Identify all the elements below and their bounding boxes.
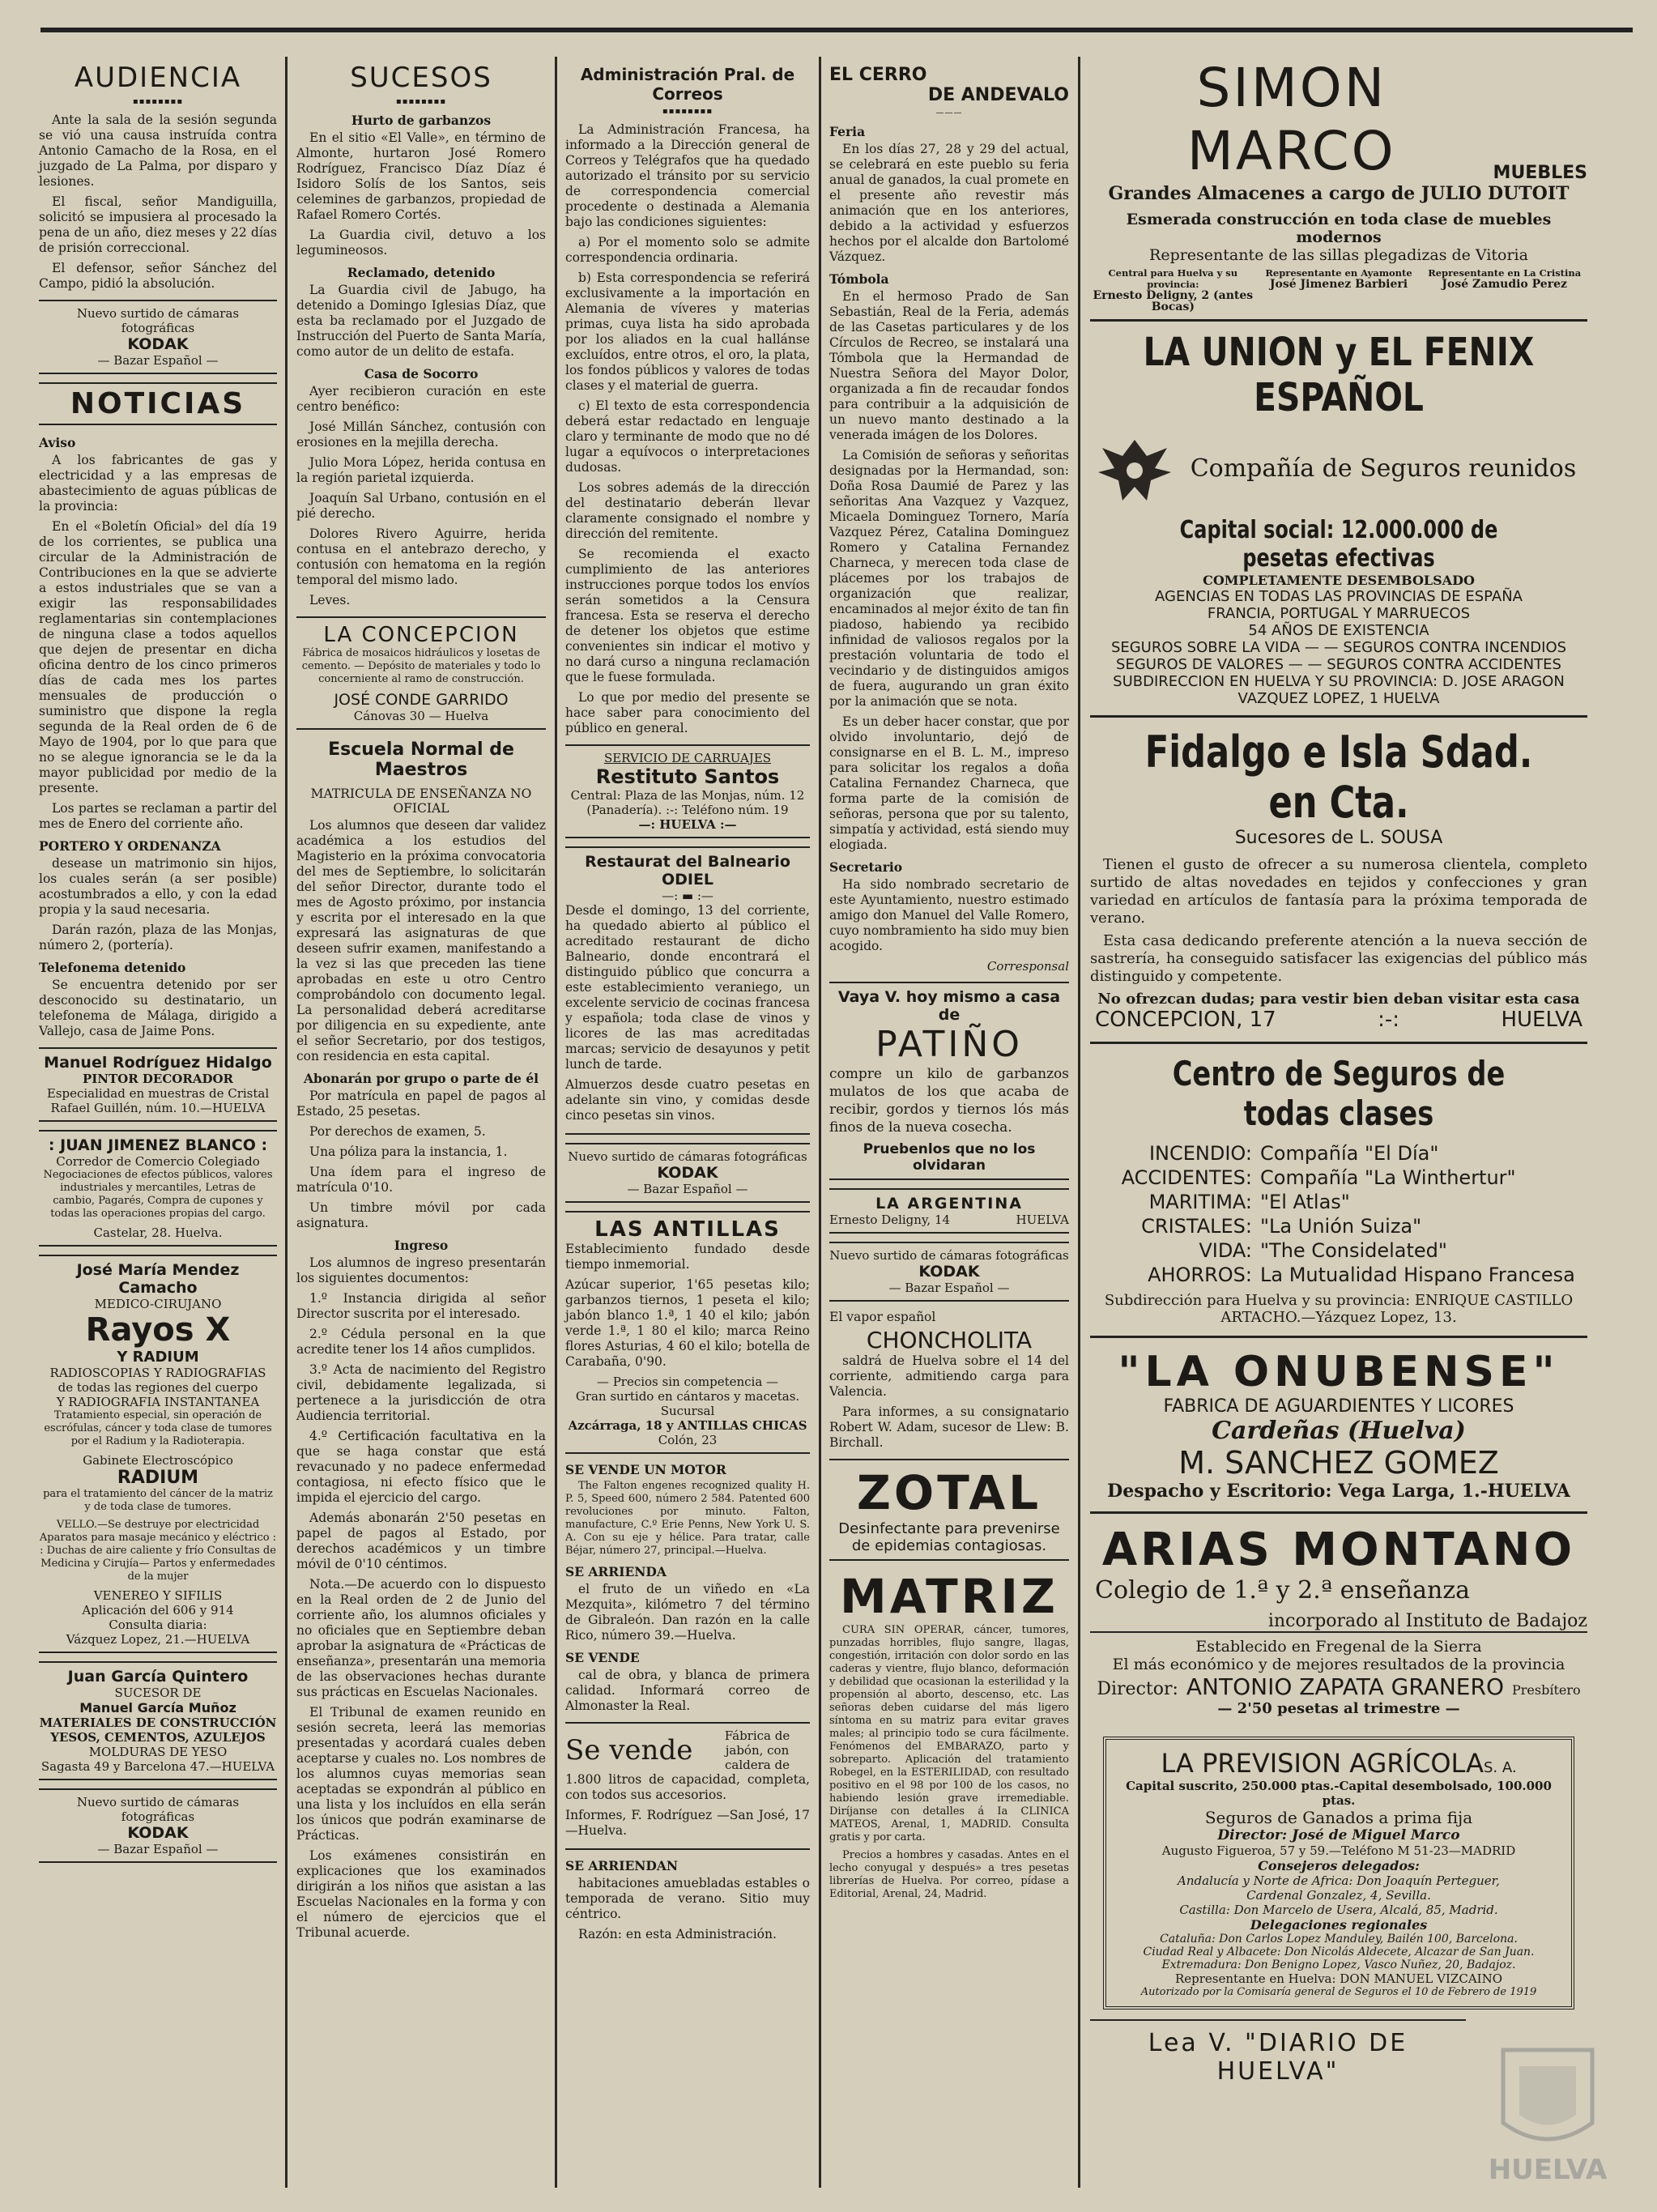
- kodak-line: — Bazar Español —: [97, 1842, 219, 1856]
- ad-line: MATERIALES DE CONSTRUCCIÓN: [39, 1715, 277, 1730]
- ad-line: Azcárraga, 18 y ANTILLAS CHICAS: [568, 1418, 807, 1433]
- classified-text: Precios a hombres y casadas. Antes en el lecho conyugal y después» a tres pesetas librerías de Huelva. Por correo, pídase a Editorial, Arenal, 24, Madrid.: [829, 1849, 1069, 1900]
- kodak-brand: KODAK: [918, 1263, 980, 1281]
- ad-line: Castilla: Don Marcelo de Usera, Alcalá, 85, Madrid.: [1179, 1903, 1498, 1917]
- section-heading: Abonarán por grupo o parte de él: [303, 1071, 539, 1086]
- escuela-title: Escuela Normal de Maestros: [328, 739, 514, 780]
- ad-line: Establecido en Fregenal de la Sierra: [1195, 1638, 1482, 1656]
- section-heading: Telefonema detenido: [39, 960, 186, 975]
- news-text: Por matrícula en papel de pagos al Estado, 25 pesetas.: [296, 1089, 546, 1119]
- insurance-type: CRISTALES:: [1141, 1215, 1252, 1238]
- column-rule: [555, 57, 557, 2188]
- audiencia-text: El fiscal, señor Mandiguilla, solicitó se impusiera al procesado la pena de un año, diez meses y 22 días de prisión correccional.: [39, 194, 277, 255]
- news-text: b) Esta correspondencia se referirá exclusivamente a la importación en Alemania de víveres y materias primas, cuya lista ha sido aprobada por los aliados en la cual hallánse excluídos, entre otros, el oro, la plata, los fondos públicos y valores de todas clases y el material de guerra.: [565, 271, 810, 393]
- classified-text: Razón: en esta Administración.: [578, 1927, 777, 1941]
- ad-line: Representante en Huelva: DON MANUEL VIZCAINO: [1174, 1971, 1502, 1986]
- diario-huelva-ad: Lea V. "DIARIO DE HUELVA": [1090, 2019, 1466, 2086]
- section-heading: Reclamado, detenido: [347, 265, 496, 280]
- prevision-agricola-ad: [1103, 1737, 1574, 2010]
- insurance-row: [1090, 1190, 1587, 1214]
- ad-line: Despacho y Escritorio: Vega Larga, 1.-HUELVA: [1107, 1481, 1570, 1502]
- carruajes-ad: [565, 744, 810, 838]
- ad-name: Centro de Seguros de todas clases: [1172, 1054, 1506, 1133]
- news-text: En el sitio «El Valle», en término de Almonte, hurtaron José Romero Rodríguez, Francisco Díaz Díaz é Isidoro Solís de los Santos, seis celemines de garbanzos, propiedad de Rafael Romero Cortés.: [296, 130, 546, 222]
- news-text: Además abonarán 2'50 pesetas en papel de pagos al Estado, por derechos académicos y un timbre móvil de 0'10 céntimos.: [296, 1511, 546, 1571]
- ad-line: Desde el domingo, 13 del corriente, ha quedado abierto al público el acreditado restaurant de dicho Balneario, donde encontrará el distinguido público que concurra a este establecimiento veraniego, un excelente servicio de cocinas francesa y española; toda clase de vinos y licores de las mas acreditadas marcas; servicio de desayunos y petit lunch de tarde.: [565, 903, 810, 1072]
- ad-sub: RADIUM: [117, 1468, 199, 1488]
- insurance-type: ACCIDENTES:: [1121, 1166, 1252, 1189]
- argentina-ad: [829, 1188, 1069, 1234]
- ad-line: Vaya V. hoy mismo a casa de: [837, 988, 1061, 1024]
- news-text: Dolores Rivero Aguirre, herida contusa en el antebrazo derecho, y contusión con hematoma en la región temporal del mismo lado.: [296, 526, 546, 587]
- ad-line: HUELVA: [1016, 1213, 1069, 1227]
- ad-line: Representante de las sillas plegadizas de Vitoria: [1149, 246, 1528, 264]
- ad-name: PATIÑO: [875, 1024, 1023, 1065]
- ad-line: Andalucía y Norte de Africa: Don Joaquín Perteguer,: [1178, 1873, 1500, 1888]
- news-text: c) El texto de esta correspondencia deberá estar redactado en lenguaje claro y terminante de modo que no dé lugar a equívocos o interpretaciones dudosas.: [565, 399, 810, 475]
- ad-sub: Corredor de Comercio Colegiado: [56, 1154, 260, 1169]
- ad-name: LA UNION y EL FENIX ESPAÑOL: [1143, 330, 1535, 420]
- ad-line: Grandes Almacenes a cargo de JULIO DUTOIT: [1108, 183, 1570, 204]
- rayos-x-title: Rayos X: [85, 1311, 231, 1349]
- insurance-row: [1090, 1141, 1587, 1166]
- ad-sub: Y RADIUM: [117, 1349, 199, 1366]
- insurance-row: [1090, 1238, 1587, 1263]
- news-text: Una ídem para el ingreso de matrícula 0'10.: [296, 1165, 546, 1195]
- section-heading: SE ARRIENDAN: [565, 1858, 679, 1873]
- ad-line: MOLDURAS DE YESO: [88, 1745, 228, 1759]
- mendez-ad: [39, 1255, 277, 1653]
- ad-line: VELLO.—Se destruye por electricidad Aparatos para masaje mecánico y eléctrico : : Duchas de aire caliente y frío Consultas de Medicina y Cirujía— Partos y enfermedades de la mujer: [39, 1519, 277, 1583]
- ad-sub: MUEBLES: [1493, 163, 1587, 183]
- ad-line: CONCEPCION, 17: [1095, 1008, 1276, 1032]
- ad-line: VAZQUEZ LOPEZ, 1 HUELVA: [1237, 690, 1440, 707]
- ad-sub: S. A.: [1483, 1759, 1517, 1776]
- ad-line: Ciudad Real y Albacete: Don Nicolás Aldecete, Alcazar de San Juan.: [1143, 1946, 1535, 1958]
- news-text: Darán razón, plaza de las Monjas, número 2, (portería).: [39, 923, 277, 953]
- ad-sub: MEDICO-CIRUJANO: [94, 1297, 222, 1311]
- ad-line: compre un kilo de garbanzos mulatos de los que acaba de recibir, gordos y tiernos lós más finos de la nueva cosecha.: [829, 1066, 1069, 1136]
- ad-line: Cataluña: Don Carlos Lopez Manduley, Bailén 100, Barcelona.: [1160, 1933, 1518, 1946]
- classified-text: Para informes, a su consignatario Robert W. Adam, sucesor de Llew: B. Birchall.: [829, 1404, 1069, 1450]
- column-5: [1084, 57, 1594, 2196]
- ornament: ———: [935, 109, 963, 117]
- ad-name: José María Mendez Camacho: [76, 1261, 240, 1297]
- correos-title: Administración Pral. de Correos: [580, 65, 795, 104]
- news-text: Es un deber hacer constar, que por olvido involuntario, dejó de consignarse en el B. L. M., impreso para solicitar los regalos a doña Catalina Fernandez Charneca, que forma parte de la comisión de señoras, persona que por su talento, simpatía y actividad, está siendo muy elogiada.: [829, 714, 1069, 852]
- ad-line: de epidemias contagiosas.: [851, 1537, 1047, 1554]
- ad-line: Especialidad en muestras de Cristal: [46, 1086, 270, 1101]
- ad-line: Colón, 23: [658, 1433, 718, 1447]
- insurance-list: [1090, 1141, 1587, 1287]
- kodak-ad: [39, 1788, 277, 1863]
- ad-line: Tratamiento especial, sin operación de escrófulas, cáncer y toda clase de tumores por el Radium y la Radioterapia.: [44, 1409, 272, 1447]
- cerro-title: EL CERRO: [829, 65, 927, 85]
- insurance-company: "The Considelated": [1260, 1239, 1447, 1262]
- ad-name: LA ARGENTINA: [875, 1195, 1023, 1213]
- kodak-ad: [829, 1242, 1069, 1302]
- ad-line: :-:: [1378, 1008, 1400, 1032]
- news-text: La Comisión de señoras y señoritas designadas por la Hermandad, son: Doña Rosa Daumié de Parez y las señoritas Ana Vazquez y Vazquez, Micaela Dominguez Tornero, María Vazquez Pérez, Catalina Dominguez Romero y Catalina Fernandez Charneca, y merecen toda clase de plácemes por los trabajos de organización que realizar, encaminados al mejor éxito de tan fin piadoso, habiendo ya recibido infinidad de valiosos regalos por la prestación voluntaria de todo el vecindario y de distinguidos amigos de fuera, augurando un gran éxito por la animación que se nota.: [829, 448, 1069, 709]
- hidalgo-ad: [39, 1047, 277, 1122]
- centro-seguros-ad: [1090, 1044, 1587, 1338]
- news-text: Joaquín Sal Urbano, contusión en el pié derecho.: [296, 491, 546, 521]
- news-text: Ayer recibieron curación en este centro benéfico:: [296, 384, 546, 414]
- ad-line: SEGUROS SOBRE LA VIDA — — SEGUROS CONTRA INCENDIOS: [1110, 639, 1567, 656]
- news-text: 2.º Cédula personal en la que acredite tener los 14 años cumplidos.: [296, 1327, 546, 1357]
- ad-line: Sagasta 49 y Barcelona 47.—HUELVA: [40, 1759, 275, 1774]
- ad-line: Informes, F. Rodríguez —San José, 17 —Huelva.: [565, 1808, 810, 1838]
- ad-line: — 2'50 pesetas al trimestre —: [1217, 1700, 1460, 1717]
- ad-line: Ernesto Deligny, 2 (antes Bocas): [1093, 289, 1254, 313]
- column-1: [32, 57, 283, 2196]
- ad-line: José Zamudio Perez: [1442, 278, 1567, 291]
- section-heading: SE VENDE UN MOTOR: [565, 1462, 726, 1477]
- se-vende-ad: [565, 1722, 810, 1850]
- insurance-type: AHORROS:: [1148, 1264, 1252, 1286]
- ad-line: HUELVA: [1501, 1008, 1582, 1032]
- ad-line: Gran surtido en cántaros y macetas.: [575, 1389, 800, 1404]
- column-rule: [285, 57, 288, 2188]
- ad-line: Extremadura: Don Benigno Lopez, Vasco Nuñez, 20, Badajoz.: [1161, 1958, 1516, 1971]
- news-text: En el hermoso Prado de San Sebastián, Real de la Feria, además de las Casetas particulares y de los Círculos de Recreo, se instalará una Tómbola que la Hermandad de Nuestra Señora del Mayor Dolor, organizada a fin de recaudar fondos para contribuir a la adquisición de un nuevo manto destinado a la venerada imágen de los Dolores.: [829, 289, 1069, 442]
- news-text: 4.º Certificación facultativa en la que se haga constar que está revacunado y no padece enfermedad contagiosa, ni efecto físico que le impida el ejercicio del cargo.: [296, 1429, 546, 1505]
- ad-line: Cardenal Gonzalez, 4, Sevilla.: [1246, 1888, 1431, 1903]
- ad-line: Consejeros delegados:: [1258, 1858, 1420, 1873]
- ad-sub: FABRICA DE AGUARDIENTES Y LICORES: [1163, 1396, 1514, 1417]
- news-text: Se recomienda el exacto cumplimiento de las anteriores instrucciones porque todos los envíos serán sometidos a la Censura francesa. Esta se reserva el derecho de detener los objetos que estime convenientes sin indicar el motivo y no dará curso a ninguna reclamación que le fuese formulada.: [565, 547, 810, 684]
- ad-line: Presbítero: [1512, 1682, 1581, 1698]
- ad-sub: Seguros de Ganados a prima fija: [1204, 1808, 1473, 1827]
- ad-line: RADIOSCOPIAS Y RADIOGRAFIAS: [49, 1366, 266, 1380]
- ad-line: Capital suscrito, 250.000 ptas.-Capital desembolsado, 100.000 ptas.: [1126, 1779, 1552, 1808]
- news-text: A los fabricantes de gas y electricidad y a las empresas de abastecimiento de aguas públicas de la provincia:: [39, 453, 277, 514]
- ad-line: Representante en La Cristina: [1428, 267, 1582, 279]
- ad-line: incorporado al Instituto de Badajoz: [1090, 1611, 1587, 1633]
- choncholita-title: CHONCHOLITA: [866, 1327, 1033, 1353]
- ad-line: José Jimenez Barbieri: [1269, 278, 1408, 291]
- ad-name: ARIAS MONTANO: [1101, 1524, 1576, 1576]
- ornament: ▪▪▪▪▪▪▪▪: [662, 107, 713, 116]
- ad-line: Representante en Ayamonte: [1265, 267, 1412, 279]
- audiencia-text: Ante la sala de la sesión segunda se vió una causa instruída contra Antonio Camacho de la Rosa, en el juzgado de La Palma, por disparo y lesiones.: [39, 113, 277, 189]
- insurance-type: MARITIMA:: [1148, 1191, 1252, 1213]
- ad-line: VENEREO Y SIFILIS: [93, 1588, 223, 1603]
- ad-line: Castelar, 28. Huelva.: [93, 1225, 223, 1240]
- column-rule: [819, 57, 821, 2188]
- ad-line: (Panadería). :-: Teléfono núm. 19: [586, 803, 789, 817]
- ornament: ▪▪▪▪▪▪▪▪: [395, 97, 447, 106]
- ad-line: Desinfectante para prevenirse: [838, 1520, 1060, 1537]
- news-text: Lo que por medio del presente se hace saber para conocimiento del público en general.: [565, 690, 810, 735]
- ad-line: Gabinete Electroscópico: [83, 1453, 233, 1468]
- fidalgo-ad: [1090, 718, 1587, 1044]
- ad-line: ARTACHO.—Yázquez Lopez, 13.: [1220, 1309, 1457, 1326]
- insurance-company: "La Unión Suiza": [1260, 1215, 1422, 1238]
- ad-line: Ernesto Deligny, 14: [829, 1213, 951, 1227]
- ad-line: Central para Huelva y su provincia:: [1108, 267, 1238, 290]
- news-text: La Administración Francesa, ha informado a la Dirección general de Correos y Telégrafos que ha quedado autorizado el tránsito por su servicio de correspondencia comercial procedente o destinada a Alemania bajo las condiciones siguientes:: [565, 122, 810, 229]
- section-heading: Tómbola: [829, 271, 889, 287]
- classified-text: cal de obra, y blanca de primera calidad. Informará correo de Almonaster la Real.: [565, 1668, 810, 1713]
- ad-line: Cánovas 30 — Huelva: [353, 709, 489, 723]
- ad-line: Rafael Guillén, núm. 10.—HUELVA: [50, 1101, 266, 1115]
- ad-name: Fidalgo e Isla Sdad. en Cta.: [1144, 727, 1533, 828]
- news-text: Se encuentra detenido por ser desconocido su destinatario, un telefonema de Málaga, dirigido a Vallejo, casa de Jaime Pons.: [39, 978, 277, 1038]
- ad-line: Augusto Figueroa, 57 y 59.—Teléfono M 51-23—MADRID: [1161, 1843, 1516, 1858]
- ad-sub: Colegio de 1.ª y 2.ª enseñanza: [1095, 1576, 1471, 1605]
- union-fenix-ad: [1090, 322, 1587, 718]
- classified-text: el fruto de un viñedo en «La Mezquita», kilómetro 7 del término de Gibraleón. Dan razón en la calle Rico, número 39.—Huelva.: [565, 1582, 810, 1643]
- news-text: Los exámenes consistirán en explicaciones que los examinados dirigirán a los niños que asistan a las Escuelas Nacionales en la forma y con el número de ejercicios que el Tribunal acuerde.: [296, 1848, 546, 1940]
- ad-sub: Sucesores de L. SOUSA: [1234, 828, 1443, 848]
- section-heading: Feria: [829, 124, 866, 139]
- section-heading: El vapor español: [829, 1310, 936, 1324]
- kodak-line: Nuevo surtido de cámaras fotográficas: [76, 1795, 240, 1824]
- odiel-ad: [565, 846, 810, 1135]
- ad-line: para el tratamiento del cáncer de la matriz y de toda clase de tumores.: [43, 1488, 273, 1513]
- ad-line: Vázquez Lopez, 21.—HUELVA: [66, 1632, 250, 1647]
- column-2: [290, 57, 552, 2196]
- news-text: Un timbre móvil por cada asignatura.: [296, 1200, 546, 1230]
- kodak-line: — Bazar Español —: [888, 1281, 1010, 1295]
- news-text: Los alumnos que deseen dar validez académica a los estudios del Magisterio en la próxima convocatoria del mes de Septiembre, lo solicitarán del señor Director, durante todo el mes de Agosto próximo, por instancia y escrita por el interesado en la que expresará las asignaturas de que deseen sufrir examen, manifestando a la vez si las que preceden las tiene aprobadas en este u otro Centro comprobándolo con documento legal. La personalidad deberá acreditarse por diligencia en su expediente, ante el señor Secretario, por dos testigos, con residencia en esta capital.: [296, 818, 546, 1063]
- kodak-brand: KODAK: [127, 335, 189, 353]
- news-text: El Tribunal de examen reunido en sesión secreta, leerá las memorias presentadas y acordará cuales deben aceptarse y cuales no. Los nombres de los alumnos cuyas memorias sean aceptadas se expondrán al público en una lista y los incluídos en ella serán los únicos que podrán examinarse de Prácticas.: [296, 1705, 546, 1843]
- ad-line: Fábrica de jabón, con caldera de: [724, 1728, 790, 1772]
- kodak-line: Nuevo surtido de cámaras fotográficas: [829, 1248, 1069, 1263]
- audiencia-text: El defensor, señor Sánchez del Campo, pidió la absolución.: [39, 261, 277, 291]
- ad-line: Director: José de Miguel Marco: [1217, 1827, 1460, 1843]
- ad-name: M. SANCHEZ GOMEZ: [1178, 1445, 1499, 1481]
- news-text: Ha sido nombrado secretario de este Ayuntamiento, nuestro estimado amigo don Manuel del Valle Romero, cuyo nombramiento ha sido muy bien acogido.: [829, 877, 1069, 953]
- section-heading: Casa de Socorro: [364, 366, 479, 381]
- ad-line: Consulta diaria:: [109, 1617, 207, 1632]
- insurance-company: La Mutualidad Hispano Francesa: [1260, 1264, 1575, 1286]
- classified-text: CURA SIN OPERAR, cáncer, tumores, punzadas horribles, flujo sangre, llagas, congestión, irritación con dolor sordo en las caderas y vientre, flujo blanco, deformación y debilidad que ocasionan la esterilidad y la propensión al aborto, descenso, etc. Las señoras deben cuidarse del más ligero síntoma en su matriz para evitar graves males; al principio todo se cura fácilmente. Fenómenos del EMBARAZO, parto y sobreparto. Aplicación del tratamiento Robegel, en la ESTERILIDAD, con resultado positivo en el 98 por 100 de los casos, no habiendo lesión grave irremediable. Diríjanse con detalles á Ia CLINICA MATEOS, Arenal, 1, MADRID. Consulta gratis y por carta.: [829, 1624, 1069, 1843]
- ad-line: Almuerzos desde cuatro pesetas en adelante sin vino, y comidas desde cinco pesetas sin vinos.: [565, 1077, 810, 1123]
- ad-line: Director:: [1097, 1679, 1178, 1699]
- section-heading: Ingreso: [394, 1238, 449, 1253]
- news-text: 3.º Acta de nacimiento del Registro civil, debidamente legalizada, si pertenece a la jurisdicción de otra Audiencia territorial.: [296, 1362, 546, 1423]
- ad-line: 1.800 litros de capacidad, completa, con todos sus accesorios.: [565, 1772, 810, 1802]
- matriz-title: MATRIZ: [840, 1569, 1059, 1624]
- insurance-type: INCENDIO:: [1148, 1142, 1252, 1165]
- section-heading: MATRICULA DE ENSEÑANZA NO OFICIAL: [310, 786, 532, 816]
- ad-line: Capital social: 12.000.000 de pesetas efectivas: [1179, 516, 1498, 573]
- ornament: ▪▪▪▪▪▪▪▪: [132, 97, 184, 106]
- ad-name: SIMON MARCO: [1186, 57, 1396, 182]
- news-text: Los partes se reclaman a partir del mes de Enero del corriente año.: [39, 801, 277, 831]
- top-rule: [40, 28, 1633, 32]
- classified-text: saldrá de Huelva sobre el 14 del corriente, admitiendo carga para Valencia.: [829, 1353, 1069, 1399]
- column-rule: [1078, 57, 1080, 2188]
- news-text: Los sobres además de la dirección del destinatario deberán llevar claramente consignado el nombre y dirección del remitente.: [565, 480, 810, 541]
- ad-line: SUBDIRECCION EN HUELVA Y SU PROVINCIA: D. JOSE ARAGON: [1113, 673, 1565, 690]
- ad-line: AGENCIAS EN TODAS LAS PROVINCIAS DE ESPAÑA: [1155, 588, 1523, 605]
- ad-line: 54 AÑOS DE EXISTENCIA: [1248, 622, 1429, 639]
- news-text: La Guardia civil de Jabugo, ha detenido a Domingo Iglesias Díaz, que esta ba reclamado por el Juzgado de Instrucción del Puerto de Santa María, como autor de un delito de estafa.: [296, 283, 546, 359]
- news-text: Por derechos de examen, 5.: [309, 1124, 486, 1139]
- ad-line: No ofrezcan dudas; para vestir bien deban visitar esta casa: [1097, 991, 1580, 1008]
- news-text: José Millán Sánchez, contusión con erosiones en la mejilla derecha.: [296, 420, 546, 450]
- noticias-title: NOTICIAS: [39, 382, 277, 425]
- arias-montano-ad: [1090, 1514, 1587, 1727]
- section-heading: SE VENDE: [565, 1650, 640, 1665]
- ad-sub: SUCESOR DE: [114, 1686, 202, 1700]
- audiencia-title: AUDIENCIA: [74, 62, 242, 94]
- kodak-brand: KODAK: [657, 1164, 718, 1182]
- ad-name: Restituto Santos: [595, 765, 780, 788]
- news-text: La Guardia civil, detuvo a los legumineosos.: [296, 228, 546, 258]
- phoenix-emblem-icon: [1090, 424, 1179, 513]
- column-4: [823, 57, 1076, 2196]
- kodak-ad: [565, 1143, 810, 1203]
- insurance-company: Compañía "La Winthertur": [1260, 1166, 1516, 1189]
- ad-line: Aplicación del 606 y 914: [82, 1603, 234, 1617]
- ad-name: Se vende: [565, 1734, 693, 1767]
- news-text: En los días 27, 28 y 29 del actual, se celebrará en este pueblo su feria anual de ganados, la cual promete en el presente año revestir más animación que en los anteriores, debido a la actividad y esfuerzos hechos por el alcalde don Bartolomé Vázquez.: [829, 142, 1069, 264]
- ad-name: LA PREVISION AGRÍCOLA: [1161, 1748, 1484, 1779]
- ad-line: SEGUROS DE VALORES — — SEGUROS CONTRA ACCIDENTES: [1116, 656, 1561, 673]
- ad-sub: Manuel García Muñoz: [79, 1700, 236, 1715]
- ad-sub: SERVICIO DE CARRUAJES: [603, 751, 772, 765]
- ornament: —: ▬ :—: [662, 889, 713, 903]
- ad-line: de todas las regiones del cuerpo: [58, 1380, 258, 1395]
- ad-sub: Compañía de Seguros reunidos: [1190, 454, 1577, 483]
- quintero-ad: [39, 1661, 277, 1780]
- ad-line: Delegaciones regionales: [1250, 1917, 1428, 1933]
- kodak-line: Nuevo surtido de cámaras fotográficas: [76, 306, 240, 335]
- insurance-company: Compañía "El Día": [1260, 1142, 1439, 1165]
- ad-line: —: HUELVA :—: [638, 817, 737, 832]
- ad-name: "LA ONUBENSE": [1118, 1348, 1560, 1396]
- ad-sub: JOSÉ CONDE GARRIDO: [334, 691, 509, 709]
- news-text: desease un matrimonio sin hijos, los cuales serán (a ser posible) acostumbrados a ello, y con la edad propia y la saud necesaria.: [39, 856, 277, 917]
- ad-line: Cardeñas (Huelva): [1212, 1417, 1466, 1445]
- ad-line: Sucursal: [660, 1404, 715, 1418]
- news-text: Julio Mora López, herida contusa en la región parietal izquierda.: [296, 455, 546, 485]
- ad-name: LA CONCEPCION: [323, 623, 519, 647]
- onubense-ad: [1090, 1338, 1587, 1514]
- concepcion-ad: [296, 616, 546, 730]
- ad-line: El más económico y de mejores resultados de la provincia: [1112, 1656, 1565, 1673]
- stamp-text: HUELVA: [1488, 2154, 1608, 2186]
- sucesos-title: SUCESOS: [350, 62, 492, 94]
- ad-line: Autorizado por la Comisaría general de Seguros el 10 de Febrero de 1919: [1140, 1986, 1537, 1998]
- news-text: Los alumnos de ingreso presentarán los siguientes documentos:: [296, 1255, 546, 1285]
- ad-line: Esmerada construcción en toda clase de muebles modernos: [1126, 211, 1552, 246]
- kodak-line: — Bazar Español —: [627, 1182, 748, 1196]
- jimenez-ad: [39, 1130, 277, 1247]
- kodak-brand: KODAK: [127, 1824, 189, 1842]
- insurance-row: [1090, 1166, 1587, 1190]
- ad-line: — Precios sin competencia —: [596, 1375, 779, 1389]
- ad-line: YESOS, CEMENTOS, AZULEJOS: [50, 1730, 266, 1745]
- ad-line: Y RADIOGRAFIA INSTANTANEA: [56, 1395, 260, 1409]
- ad-line: ANTONIO ZAPATA GRANERO: [1186, 1673, 1504, 1700]
- ad-name: Manuel Rodríguez Hidalgo: [44, 1054, 272, 1072]
- news-text: Leves.: [309, 593, 351, 607]
- section-heading: Hurto de garbanzos: [351, 113, 492, 128]
- news-text: Una póliza para la instancia, 1.: [309, 1144, 508, 1159]
- news-text: En el «Boletín Oficial» del día 19 de los corrientes, se publica una circular de la Administración de Contribuciones en la que se advierte a estos industriales que se van a exigir las responsabilidades reglamentarias sin contemplaciones de ninguna clase a todos aquellos que dejen de presentar en dicha oficina dentro de los cinco primeros días de cada mes los partes mensuales de producción o suministro que dispone la regla segunda de la Real orden de 6 de Mayo de 1904, por lo que para que no se alegue ignorancia se le da la mayor publicidad por medio de la presente.: [39, 519, 277, 795]
- ad-line: Central: Plaza de las Monjas, núm. 12: [570, 788, 805, 803]
- kodak-line: Nuevo surtido de cámaras fotográficas: [568, 1149, 807, 1164]
- ad-line: Pruebenlos que no los olvidaran: [863, 1141, 1036, 1174]
- section-heading: PORTERO Y ORDENANZA: [39, 838, 221, 854]
- ad-line: Azúcar superior, 1'65 pesetas kilo; garbanzos tiernos, 1 peseta el kilo; jabón blanco 1.ª, 1 40 el kilo; jabón verde 1.ª, 1 80 el kilo; marca Reino flores Asturias, 4 60 el kilo; botella de Carabaña, 0'90.: [565, 1277, 810, 1369]
- insurance-company: "El Atlas": [1260, 1191, 1350, 1213]
- antillas-ad: [565, 1211, 810, 1454]
- ad-line: FRANCIA, PORTUGAL Y MARRUECOS: [1207, 605, 1471, 622]
- news-text: Nota.—De acuerdo con lo dispuesto en la Real orden de 2 de Junio del corriente año, los alumnos oficiales y no oficiales que en Septiembre deban aprobar la asignatura de «Prácticas de enseñanza», presentarán una memoria de las observaciones hechas durante sus prácticas en Escuelas Nacionales.: [296, 1577, 546, 1699]
- ad-line: Fábrica de mosaicos hidráulicos y losetas de cemento. — Depósito de materiales y todo lo concerniente al ramo de construcción.: [301, 647, 541, 685]
- classified-text: The Falton engenes recognized quality H. P. 5, Speed 600, número 2 584. Patented 600 revoluciones por minuto. Falton, manufacture, C.º Erie Penns, New York U. S. A. Con su eje y hélice. Para tratar, calle Béjar, número 27, principal.—Huelva.: [565, 1480, 810, 1557]
- patino-ad: [829, 982, 1069, 1180]
- ad-line: Tienen el gusto de ofrecer a su numerosa clientela, completo surtido de altas novedades en tejidos y confecciones y gran variedad en artículos de fantasía para la próxima temporada de verano.: [1090, 856, 1587, 927]
- ad-line: Subdirección para Huelva y su provincia: ENRIQUE CASTILLO: [1104, 1292, 1574, 1309]
- insurance-type: VIDA:: [1199, 1239, 1252, 1262]
- cerro-title: DE ANDEVALO: [927, 85, 1069, 105]
- section-heading: SE ARRIENDA: [565, 1564, 667, 1579]
- ad-name: : JUAN JIMENEZ BLANCO :: [48, 1136, 268, 1154]
- ad-line: Esta casa dedicando preferente atención a la nueva sección de sastrería, ha conseguido satisfacer las exigencias del público más distinguido y competente.: [1090, 932, 1587, 985]
- ad-sub: PINTOR DECORADOR: [82, 1072, 233, 1086]
- kodak-ad: [39, 300, 277, 374]
- ad-name: Juan García Quintero: [67, 1668, 249, 1686]
- ad-name: LAS ANTILLAS: [594, 1217, 781, 1242]
- ad-line: COMPLETAMENTE DESEMBOLSADO: [1203, 573, 1475, 588]
- archive-stamp: [1463, 2034, 1633, 2196]
- ad-name: Restaurat del Balneario ODIEL: [585, 853, 790, 889]
- zotal-ad: [829, 1459, 1069, 1561]
- correspondent-signature: Corresponsal: [986, 959, 1069, 974]
- section-heading: Secretario: [829, 859, 903, 875]
- ad-line: Establecimiento fundado desde tiempo inmemorial.: [565, 1242, 810, 1272]
- ad-name: ZOTAL: [856, 1465, 1042, 1520]
- simon-marco-ad: [1090, 57, 1587, 322]
- section-heading: Aviso: [39, 435, 76, 450]
- classified-text: habitaciones amuebladas estables o temporada de verano. Sitio muy céntrico.: [565, 1876, 810, 1921]
- ad-line: Negociaciones de efectos públicos, valores industriales y mercantiles, Letras de cambio, Pagarés, Compra de cupones y todas las operaciones propias del cargo.: [43, 1169, 273, 1220]
- insurance-row: [1090, 1263, 1587, 1287]
- news-text: 1.º Instancia dirigida al señor Director suscrita por el interesado.: [296, 1291, 546, 1321]
- column-3: [559, 57, 816, 2196]
- kodak-line: — Bazar Español —: [97, 353, 219, 368]
- insurance-row: [1090, 1214, 1587, 1238]
- news-text: a) Por el momento solo se admite correspondencia ordinaria.: [565, 235, 810, 265]
